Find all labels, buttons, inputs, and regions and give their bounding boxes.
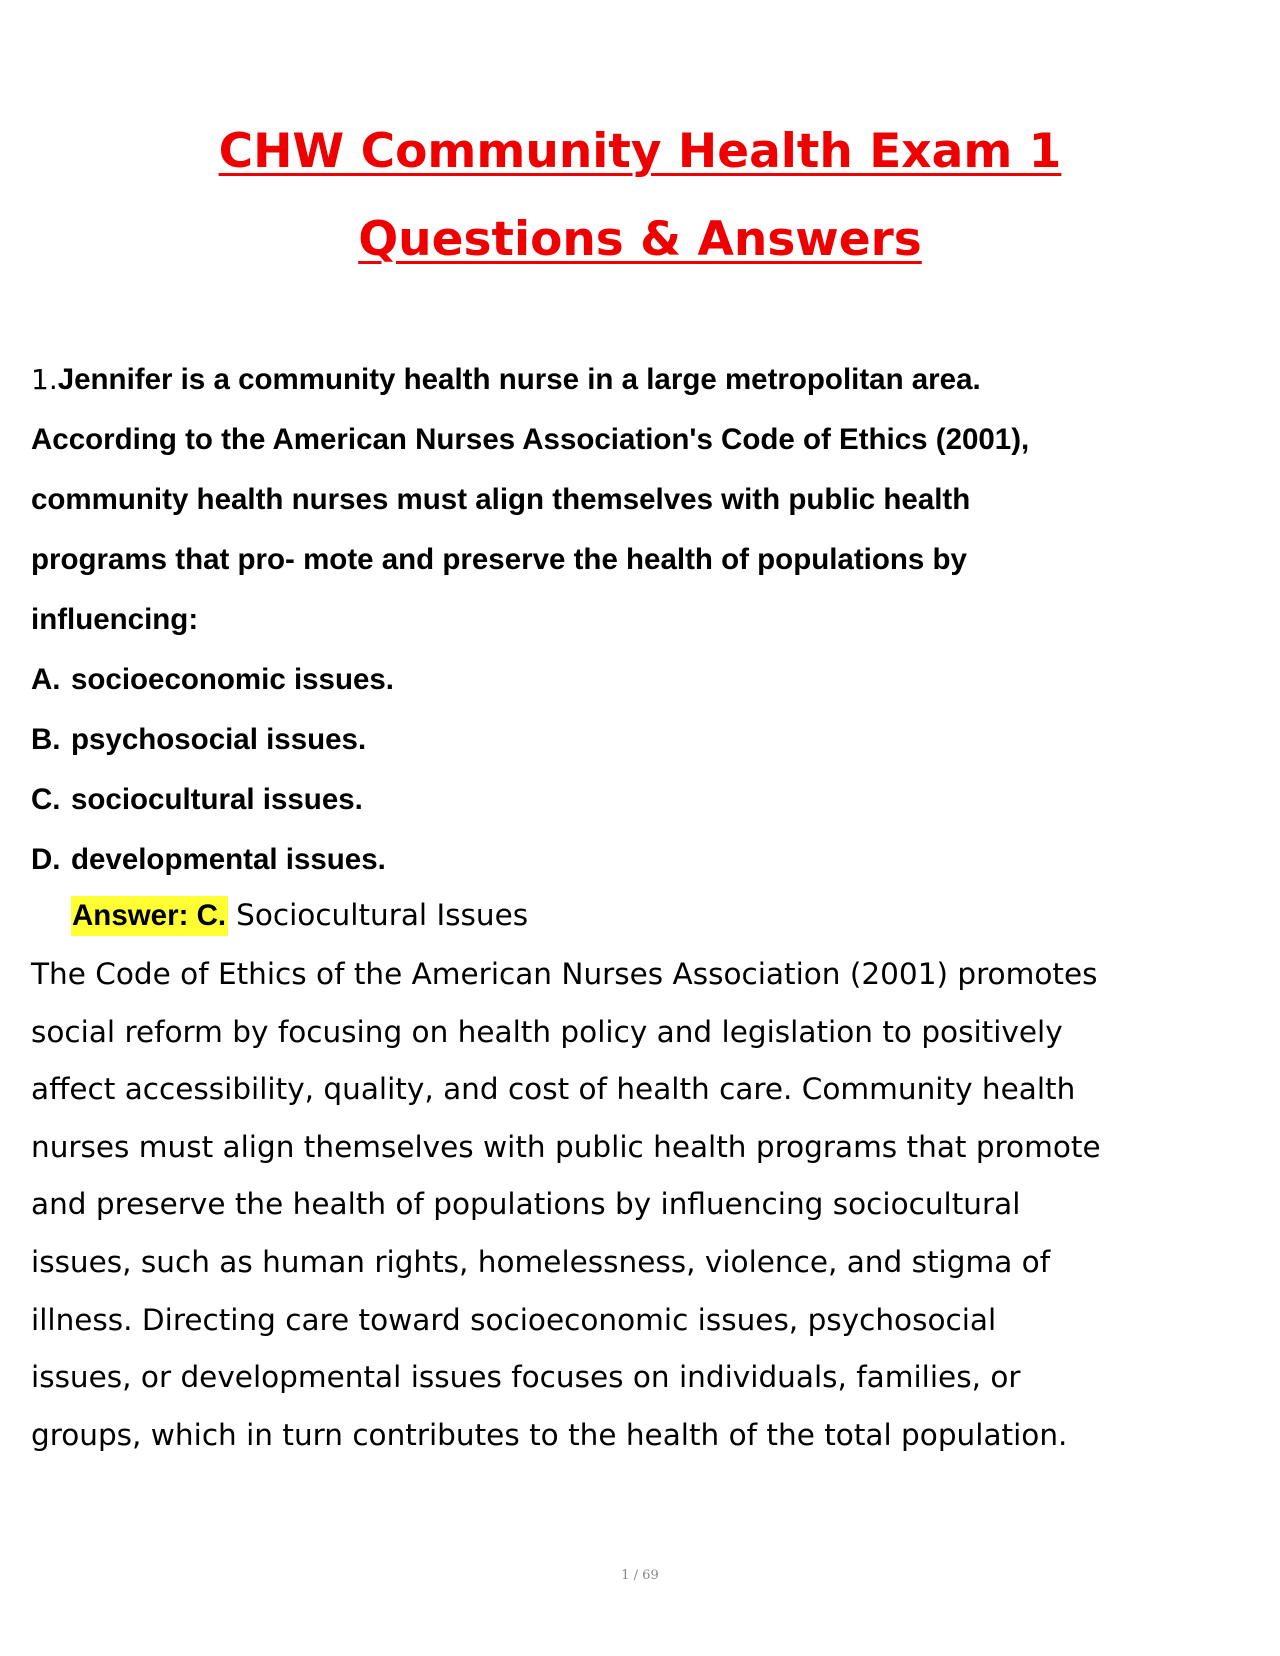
option-b [31, 710, 1231, 770]
question-number: 1. [31, 363, 58, 396]
option-c [31, 770, 1231, 830]
question-line: influencing: [31, 603, 199, 636]
title-line-2: Questions & Answers [358, 212, 922, 267]
answer-options [31, 650, 1231, 890]
question-line: programs that pro- mote and preserve the health of populations by [31, 543, 967, 576]
question-line: community health nurses must align themselves with public health [31, 483, 971, 516]
title-line-1: CHW Community Health Exam 1 [218, 124, 1062, 179]
explanation-line: The Code of Ethics of the American Nurses Association (2001) promotes [31, 957, 1098, 991]
option-letter: A. [31, 663, 61, 696]
option-text: psychosocial issues. [71, 723, 367, 756]
answer-row [71, 893, 528, 937]
question-line: Jennifer is a community health nurse in a large metropolitan area. [57, 363, 981, 396]
page-indicator: 1 / 69 [621, 1568, 659, 1583]
explanation-line: issues, such as human rights, homelessness, violence, and stigma of [31, 1244, 1051, 1279]
explanation-line: social reform by focusing on health policy and legislation to positively [31, 1014, 1063, 1049]
explanation-line: nurses must align themselves with public health programs that promote [31, 1129, 1101, 1164]
option-letter: B. [31, 723, 61, 756]
document-title [0, 108, 1280, 284]
answer-text: Sociocultural Issues [236, 898, 529, 932]
option-letter: D. [31, 843, 61, 876]
explanation-line: and preserve the health of populations by influencing sociocultural [31, 1187, 1021, 1222]
answer-explanation [31, 946, 1246, 1464]
option-text: socioeconomic issues. [71, 663, 394, 696]
question-stem [31, 350, 1231, 650]
explanation-line: issues, or developmental issues focuses on individuals, families, or [31, 1360, 1021, 1395]
option-text: sociocultural issues. [71, 783, 363, 816]
answer-label: Answer: C. [71, 896, 228, 936]
option-a [31, 650, 1231, 710]
question-line: According to the American Nurses Association's Code of Ethics (2001), [31, 423, 1030, 456]
option-text: developmental issues. [71, 843, 386, 876]
option-d [31, 830, 1231, 890]
explanation-line: affect accessibility, quality, and cost of health care. Community health [31, 1072, 1076, 1107]
option-letter: C. [31, 783, 61, 816]
explanation-line: illness. Directing care toward socioeconomic issues, psychosocial [31, 1302, 997, 1337]
explanation-line: groups, which in turn contributes to the health of the total population. [31, 1417, 1068, 1452]
